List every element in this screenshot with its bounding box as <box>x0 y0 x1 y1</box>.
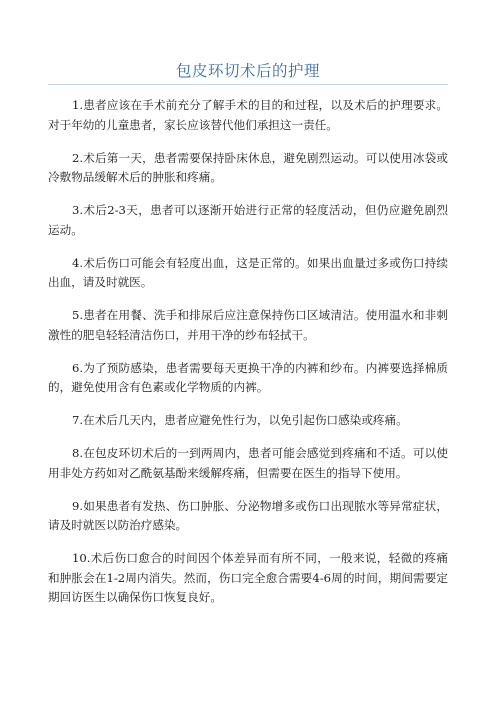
paragraph-7: 7.在术后几天内，患者应避免性行为，以免引起伤口感染或疼痛。 <box>72 413 408 427</box>
paragraph-10: 10.术后伤口愈合的时间因个体差异而有所不同，一般来说，轻微的疼痛和肿胀会在1-2周内消失。然而，伤口完全愈合需要4-6周的时间，期间需要定期回访医生以确保伤口恢复良好。 <box>48 551 448 604</box>
title-divider <box>48 84 448 85</box>
paragraph-9: 9.如果患者有发热、伤口肿胀、分泌物增多或伤口出现脓水等异常症状，请及时就医以防治疗感染。 <box>48 498 448 532</box>
paragraph-8: 8.在包皮环切术后的一到两周内，患者可能会感觉到疼痛和不适。可以使用非处方药如对乙酰氨基酚来缓解疼痛，但需要在医生的指导下使用。 <box>48 446 448 480</box>
document-body <box>48 96 448 621</box>
paragraph-5: 5.患者在用餐、洗手和排尿后应注意保持伤口区域清洁。使用温水和非刺激性的肥皂轻轻清洁伤口，并用干净的纱布轻拭干。 <box>48 308 448 342</box>
paragraph-1: 1.患者应该在手术前充分了解手术的目的和过程，以及术后的护理要求。对于年幼的儿童患者，家长应该替代他们承担这一责任。 <box>48 98 448 132</box>
paragraph-6: 6.为了预防感染，患者需要每天更换干净的内裤和纱布。内裤要选择棉质的，避免使用含有色素或化学物质的内裤。 <box>48 360 448 394</box>
paragraph-3: 3.术后2-3天，患者可以逐渐开始进行正常的轻度活动，但仍应避免剧烈运动。 <box>48 203 448 237</box>
document-title: 包皮环切术后的护理 <box>175 62 320 80</box>
paragraph-4: 4.术后伤口可能会有轻度出血，这是正常的。如果出血量过多或伤口持续出血，请及时就医。 <box>48 255 448 289</box>
paragraph-2: 2.术后第一天，患者需要保持卧床休息，避免剧烈运动。可以使用冰袋或冷敷物品缓解术后的肿胀和疼痛。 <box>48 150 448 184</box>
